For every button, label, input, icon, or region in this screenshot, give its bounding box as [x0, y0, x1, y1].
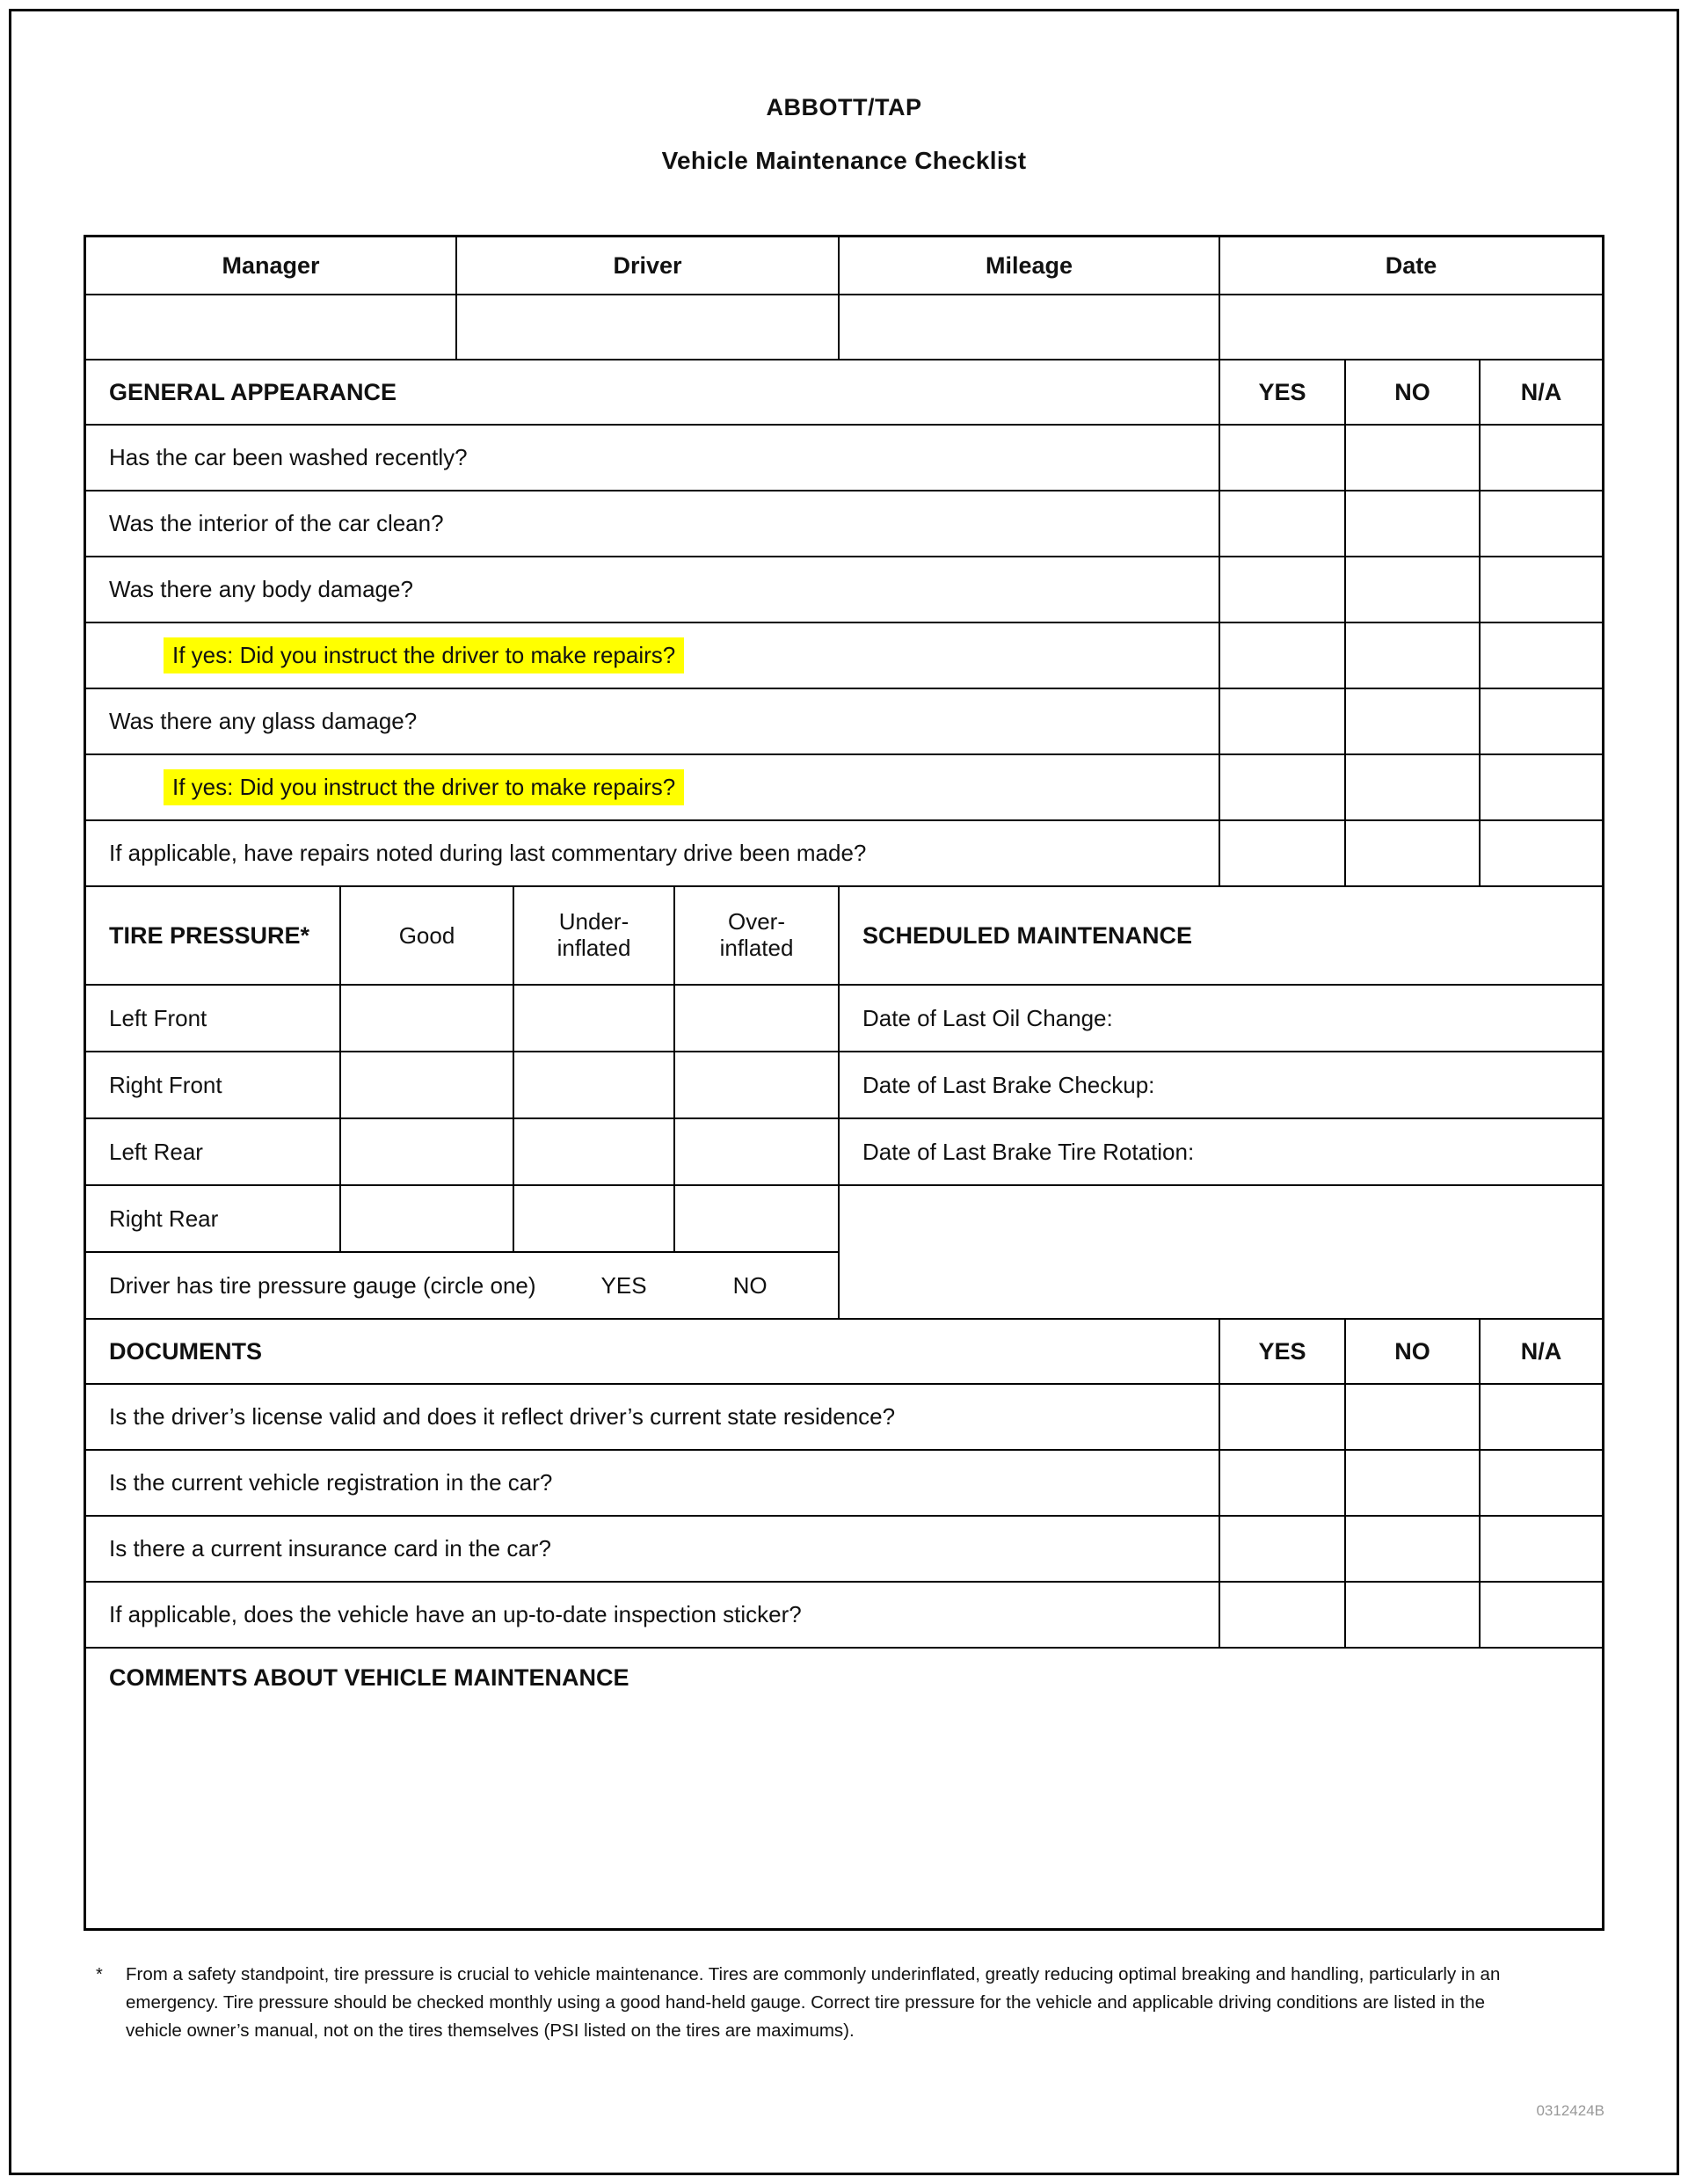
- mileage-header: Mileage: [840, 237, 1220, 294]
- tire-cell-under[interactable]: [514, 1052, 675, 1117]
- tire-position-label: Left Rear: [86, 1119, 341, 1184]
- gauge-option-no[interactable]: NO: [732, 1271, 768, 1299]
- tire-row: [86, 1052, 840, 1119]
- ga-na-cell[interactable]: [1481, 623, 1602, 688]
- tire-col-good-header: Good: [341, 887, 514, 984]
- date-header: Date: [1385, 251, 1437, 279]
- tire-pressure-header-row: [86, 887, 840, 986]
- ga-yes-cell[interactable]: [1220, 821, 1346, 885]
- maintenance-label[interactable]: Date of Last Brake Tire Rotation:: [862, 1138, 1195, 1165]
- ga-na-header: N/A: [1520, 378, 1562, 405]
- tire-row: [86, 1119, 840, 1186]
- ga-question-row: [86, 821, 1602, 887]
- doc-question-row: [86, 1583, 1602, 1649]
- doc-na-cell[interactable]: [1481, 1451, 1602, 1515]
- ga-yes-cell[interactable]: [1220, 491, 1346, 556]
- tire-position-label: Left Front: [86, 986, 341, 1051]
- maintenance-row: [840, 986, 1602, 1052]
- scheduled-maintenance-header-row: [840, 887, 1602, 986]
- highlighted-question-text: If yes: Did you instruct the driver to make repairs?: [164, 769, 684, 805]
- documents-title: DOCUMENTS: [86, 1320, 1220, 1383]
- comments-section[interactable]: [86, 1649, 1602, 1928]
- ga-yes-cell[interactable]: [1220, 426, 1346, 490]
- doc-yes-header: YES: [1220, 1320, 1346, 1383]
- ga-no-cell[interactable]: [1346, 689, 1481, 753]
- manager-value-cell[interactable]: [86, 295, 457, 359]
- doc-yes-cell[interactable]: [1220, 1451, 1346, 1515]
- doc-no-cell[interactable]: [1346, 1385, 1481, 1449]
- doc-na-cell[interactable]: [1481, 1517, 1602, 1581]
- ga-question-row: [86, 426, 1602, 491]
- documents-header-row: [86, 1320, 1602, 1385]
- ga-question-cell: [86, 755, 1220, 819]
- ga-na-cell[interactable]: [1481, 755, 1602, 819]
- tire-cell-good[interactable]: [341, 1186, 514, 1251]
- driver-value-cell[interactable]: [457, 295, 840, 359]
- tire-cell-good[interactable]: [341, 1052, 514, 1117]
- doc-na-header: N/A: [1520, 1337, 1562, 1365]
- tire-col-under-inflated-header: Under-inflated: [514, 887, 675, 984]
- maintenance-label[interactable]: Date of Last Oil Change:: [862, 1004, 1113, 1031]
- ga-question-cell: [86, 623, 1220, 688]
- doc-question-row: [86, 1385, 1602, 1451]
- doc-question-text: Is the current vehicle registration in the car?: [86, 1451, 1220, 1515]
- gauge-option-yes[interactable]: YES: [600, 1271, 647, 1299]
- doc-no-cell[interactable]: [1346, 1583, 1481, 1647]
- tire-cell-over[interactable]: [675, 1186, 840, 1251]
- tire-cell-under[interactable]: [514, 1119, 675, 1184]
- tire-cell-over[interactable]: [675, 1119, 840, 1184]
- tire-position-label: Right Rear: [86, 1186, 341, 1251]
- page-title: Vehicle Maintenance Checklist: [661, 147, 1027, 174]
- checklist-form: [84, 235, 1604, 1931]
- ga-na-cell[interactable]: [1481, 557, 1602, 622]
- ga-question-row: [86, 689, 1602, 755]
- document-header: [11, 11, 1677, 177]
- info-value-row: [86, 295, 1602, 360]
- doc-na-cell[interactable]: [1481, 1583, 1602, 1647]
- tire-col-over-inflated-header: Over-inflated: [675, 887, 840, 984]
- info-header-row: [86, 237, 1602, 295]
- tire-cell-under[interactable]: [514, 1186, 675, 1251]
- general-appearance-title: GENERAL APPEARANCE: [86, 360, 1220, 424]
- ga-question-row-highlighted: [86, 623, 1602, 689]
- date-value-cell[interactable]: [1220, 295, 1602, 359]
- tire-row: [86, 1186, 840, 1253]
- tire-gauge-row: [86, 1253, 840, 1318]
- doc-question-row: [86, 1517, 1602, 1583]
- ga-question-row: [86, 491, 1602, 557]
- tire-cell-over[interactable]: [675, 1052, 840, 1117]
- maintenance-row: [840, 1052, 1602, 1119]
- driver-header: Driver: [457, 237, 840, 294]
- doc-question-text: Is the driver’s license valid and does it reflect driver’s current state residence?: [86, 1385, 1220, 1449]
- ga-question-text: Was there any body damage?: [86, 557, 1220, 622]
- doc-no-cell[interactable]: [1346, 1451, 1481, 1515]
- doc-yes-cell[interactable]: [1220, 1583, 1346, 1647]
- tire-position-label: Right Front: [86, 1052, 341, 1117]
- ga-no-cell[interactable]: [1346, 557, 1481, 622]
- doc-question-row: [86, 1451, 1602, 1517]
- ga-no-cell[interactable]: [1346, 755, 1481, 819]
- tire-pressure-table: [86, 887, 840, 1318]
- footnote: [96, 1961, 1538, 2045]
- tire-row: [86, 986, 840, 1052]
- manager-header: Manager: [86, 237, 457, 294]
- doc-na-cell[interactable]: [1481, 1385, 1602, 1449]
- ga-na-cell[interactable]: [1481, 821, 1602, 885]
- ga-question-text: Was there any glass damage?: [86, 689, 1220, 753]
- tire-cell-over[interactable]: [675, 986, 840, 1051]
- company-title: ABBOTT/TAP: [766, 94, 922, 120]
- ga-yes-header: YES: [1220, 360, 1346, 424]
- tire-gauge-label: Driver has tire pressure gauge (circle one): [109, 1271, 536, 1299]
- footnote-text: From a safety standpoint, tire pressure is crucial to vehicle maintenance. Tires are commonly underinflated, greatly reducing optimal breaking and handling, particularly in an emergency. Tire pressure should be checked monthly using a good hand-held gauge. Correct tire pressure for the vehicle and applicable driving conditions are listed in the vehicle owner’s manual, not on the tires themselves (PSI listed on the tires are maximums).: [126, 1964, 1501, 2041]
- scheduled-maintenance-title: SCHEDULED MAINTENANCE: [862, 921, 1193, 949]
- footnote-marker: *: [96, 1965, 103, 1984]
- ga-question-text: Has the car been washed recently?: [86, 426, 1220, 490]
- mileage-value-cell[interactable]: [840, 295, 1220, 359]
- doc-yes-cell[interactable]: [1220, 1385, 1346, 1449]
- document-code: 0312424B: [1536, 2102, 1604, 2119]
- maintenance-row: [840, 1119, 1602, 1186]
- ga-question-text: Was the interior of the car clean?: [86, 491, 1220, 556]
- ga-question-row-highlighted: [86, 755, 1602, 821]
- ga-yes-cell[interactable]: [1220, 623, 1346, 688]
- doc-yes-cell[interactable]: [1220, 1517, 1346, 1581]
- tire-cell-good[interactable]: [341, 1119, 514, 1184]
- maintenance-label[interactable]: Date of Last Brake Checkup:: [862, 1071, 1155, 1098]
- doc-question-text: Is there a current insurance card in the car?: [86, 1517, 1220, 1581]
- ga-question-row: [86, 557, 1602, 623]
- ga-no-cell[interactable]: [1346, 623, 1481, 688]
- tire-cell-under[interactable]: [514, 986, 675, 1051]
- ga-na-cell[interactable]: [1481, 689, 1602, 753]
- highlighted-question-text: If yes: Did you instruct the driver to make repairs?: [164, 637, 684, 673]
- scheduled-maintenance-table: [840, 887, 1602, 1318]
- tire-cell-good[interactable]: [341, 986, 514, 1051]
- page-border-frame: [9, 9, 1679, 2175]
- doc-no-header: NO: [1346, 1320, 1481, 1383]
- general-appearance-header-row: [86, 360, 1602, 426]
- tire-pressure-title: TIRE PRESSURE*: [86, 887, 341, 984]
- ga-na-cell[interactable]: [1481, 426, 1602, 490]
- comments-title: COMMENTS ABOUT VEHICLE MAINTENANCE: [109, 1664, 629, 1691]
- doc-question-text: If applicable, does the vehicle have an up-to-date inspection sticker?: [86, 1583, 1220, 1647]
- maintenance-empty-cell[interactable]: [840, 1186, 1602, 1318]
- ga-question-text: If applicable, have repairs noted during last commentary drive been made?: [86, 821, 1220, 885]
- doc-no-cell[interactable]: [1346, 1517, 1481, 1581]
- ga-yes-cell[interactable]: [1220, 689, 1346, 753]
- ga-yes-cell[interactable]: [1220, 755, 1346, 819]
- ga-no-header: NO: [1346, 360, 1481, 424]
- ga-yes-cell[interactable]: [1220, 557, 1346, 622]
- ga-no-cell[interactable]: [1346, 426, 1481, 490]
- tire-gauge-cell: [86, 1253, 840, 1318]
- tire-pressure-section: [86, 887, 1602, 1320]
- ga-na-cell[interactable]: [1481, 491, 1602, 556]
- ga-no-cell[interactable]: [1346, 821, 1481, 885]
- ga-no-cell[interactable]: [1346, 491, 1481, 556]
